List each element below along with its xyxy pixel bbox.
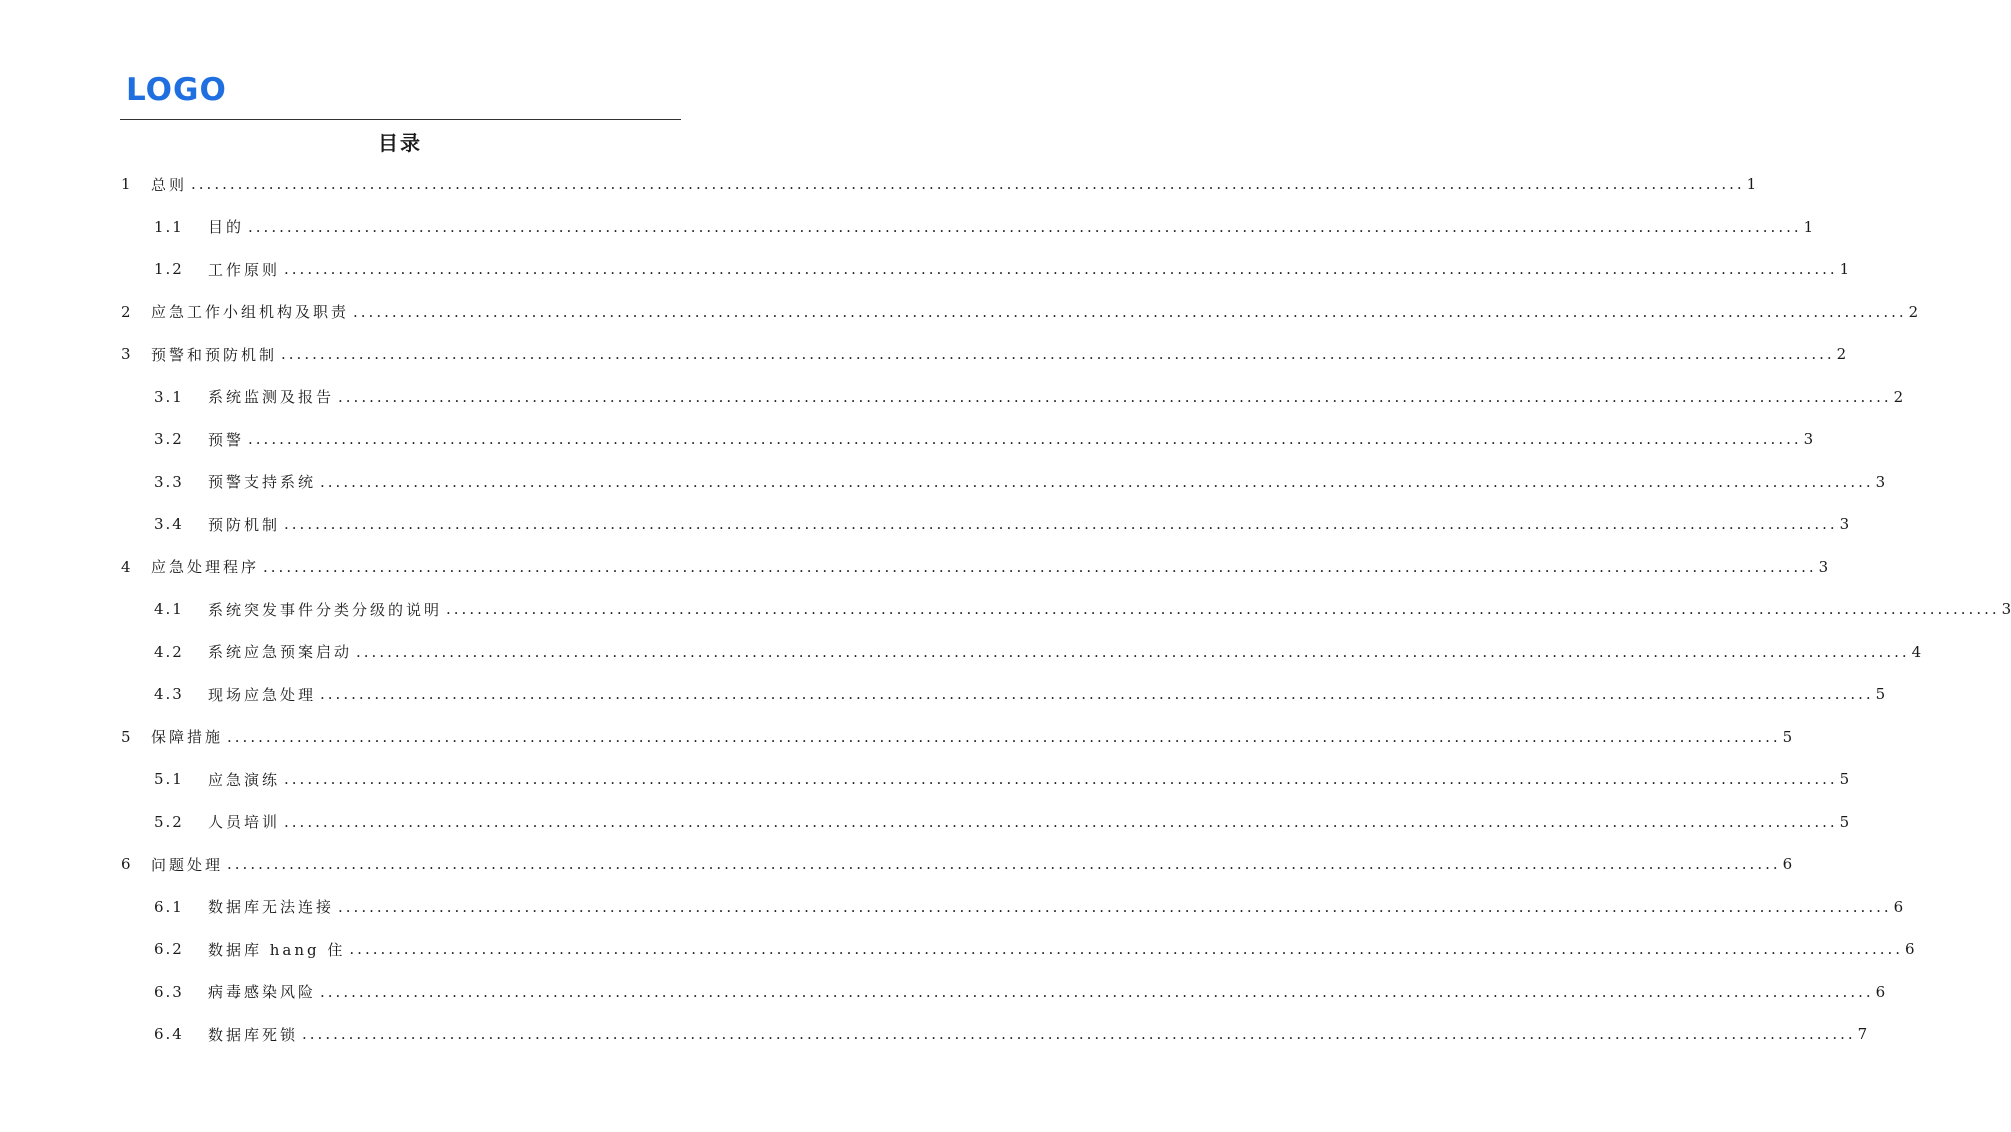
toc-dot-leader: ........................................................................................................................................................................................................ bbox=[320, 685, 1874, 704]
toc-dot-leader: ........................................................................................................................................................................................................ bbox=[338, 387, 1892, 406]
toc-entry-number: 4.1 bbox=[154, 600, 184, 619]
toc-entry-content bbox=[208, 514, 1850, 535]
toc-dot-leader: ........................................................................................................................................................................................................ bbox=[284, 260, 1838, 279]
toc-entry-content bbox=[151, 344, 1847, 365]
toc-entry-page: 2 bbox=[1893, 387, 1904, 406]
toc-entry-title: 目的 bbox=[208, 218, 245, 237]
toc-entry-title: 现场应急处理 bbox=[208, 685, 317, 704]
toc-entry-number: 4.3 bbox=[154, 685, 184, 704]
toc-dot-leader: ........................................................................................................................................................................................................ bbox=[248, 217, 1802, 236]
toc-entry-title: 数据库无法连接 bbox=[208, 898, 335, 917]
toc-entry-page: 3 bbox=[2001, 600, 2011, 619]
toc-entry[interactable] bbox=[0, 843, 1793, 886]
toc-entry-title: 预警支持系统 bbox=[208, 473, 317, 492]
toc-entry-title: 预防机制 bbox=[208, 515, 281, 534]
toc-entry-number: 3.3 bbox=[154, 472, 184, 491]
toc-entry-number: 1 bbox=[121, 175, 133, 194]
toc-entry-content bbox=[208, 259, 1850, 280]
toc-entry[interactable] bbox=[0, 503, 1850, 546]
toc-entry-content bbox=[208, 769, 1850, 790]
toc-entry-number: 5 bbox=[121, 727, 133, 746]
toc-entry-page: 1 bbox=[1803, 217, 1814, 236]
toc-entry-content bbox=[208, 1024, 1868, 1045]
toc-dot-leader: ........................................................................................................................................................................................................ bbox=[356, 642, 1910, 661]
toc-entry-content bbox=[151, 174, 1757, 195]
toc-entry-content bbox=[208, 981, 1886, 1002]
toc-entry-content bbox=[151, 726, 1793, 747]
toc-entry[interactable] bbox=[0, 248, 1850, 291]
toc-dot-leader: ........................................................................................................................................................................................................ bbox=[281, 345, 1835, 364]
logo: LOGO bbox=[126, 72, 227, 108]
toc-entry-page: 3 bbox=[1803, 430, 1814, 449]
toc-entry-page: 2 bbox=[1836, 345, 1847, 364]
toc-entry-number: 3.1 bbox=[154, 387, 184, 406]
toc-entry-content bbox=[208, 939, 1915, 960]
toc-entry[interactable] bbox=[0, 716, 1793, 759]
toc-title: 目录 bbox=[378, 131, 422, 155]
toc-entry[interactable] bbox=[0, 376, 1904, 419]
toc-entry-number: 6.1 bbox=[154, 897, 184, 916]
toc-entry-number: 5.2 bbox=[154, 812, 184, 831]
toc-entry-page: 1 bbox=[1746, 175, 1757, 194]
toc-entry-page: 5 bbox=[1839, 812, 1850, 831]
toc-entry-title: 系统监测及报告 bbox=[208, 388, 335, 407]
toc-dot-leader: ........................................................................................................................................................................................................ bbox=[338, 897, 1892, 916]
toc-entry-page: 6 bbox=[1782, 855, 1793, 874]
toc-entry-content bbox=[208, 684, 1886, 705]
toc-entry-title: 保障措施 bbox=[151, 728, 224, 747]
toc-entry-title: 数据库死锁 bbox=[208, 1025, 299, 1044]
toc-entry[interactable] bbox=[0, 928, 1915, 971]
toc-entry[interactable] bbox=[0, 886, 1904, 929]
toc-entry-page: 3 bbox=[1875, 472, 1886, 491]
toc-entry[interactable] bbox=[0, 546, 1829, 589]
toc-entry-number: 1.2 bbox=[154, 260, 184, 279]
toc-dot-leader: ........................................................................................................................................................................................................ bbox=[353, 302, 1907, 321]
toc-entry-content bbox=[208, 599, 2011, 620]
toc-entry-page: 4 bbox=[1911, 642, 1922, 661]
toc-entry[interactable] bbox=[0, 1013, 1868, 1056]
toc-list bbox=[0, 163, 2011, 1056]
header-divider bbox=[120, 119, 681, 120]
toc-entry-title: 应急工作小组机构及职责 bbox=[151, 303, 350, 322]
toc-entry-number: 4.2 bbox=[154, 642, 184, 661]
toc-entry-content bbox=[208, 216, 1814, 237]
toc-entry-number: 3.4 bbox=[154, 515, 184, 534]
toc-entry-page: 7 bbox=[1857, 1025, 1868, 1044]
toc-entry[interactable] bbox=[0, 673, 1886, 716]
toc-entry-number: 3 bbox=[121, 345, 133, 364]
toc-entry-title: 人员培训 bbox=[208, 813, 281, 832]
toc-entry-content bbox=[151, 854, 1793, 875]
toc-entry-page: 5 bbox=[1839, 770, 1850, 789]
toc-dot-leader: ........................................................................................................................................................................................................ bbox=[284, 770, 1838, 789]
toc-entry-title: 系统应急预案启动 bbox=[208, 643, 353, 662]
toc-dot-leader: ........................................................................................................................................................................................................ bbox=[263, 557, 1817, 576]
toc-entry[interactable] bbox=[0, 333, 1847, 376]
toc-entry-page: 2 bbox=[1908, 302, 1919, 321]
toc-entry-content bbox=[208, 429, 1814, 450]
toc-entry[interactable] bbox=[0, 758, 1850, 801]
toc-dot-leader: ........................................................................................................................................................................................................ bbox=[320, 982, 1874, 1001]
toc-dot-leader: ........................................................................................................................................................................................................ bbox=[446, 600, 2000, 619]
toc-dot-leader: ........................................................................................................................................................................................................ bbox=[227, 855, 1781, 874]
toc-dot-leader: ........................................................................................................................................................................................................ bbox=[227, 727, 1781, 746]
toc-entry-number: 2 bbox=[121, 302, 133, 321]
toc-entry-title: 应急演练 bbox=[208, 770, 281, 789]
toc-entry-number: 5.1 bbox=[154, 770, 184, 789]
toc-entry-page: 6 bbox=[1875, 982, 1886, 1001]
toc-entry-number: 6.4 bbox=[154, 1025, 184, 1044]
toc-entry-title: 系统突发事件分类分级的说明 bbox=[208, 600, 443, 619]
toc-entry-page: 1 bbox=[1839, 260, 1850, 279]
toc-dot-leader: ........................................................................................................................................................................................................ bbox=[191, 175, 1745, 194]
toc-dot-leader: ........................................................................................................................................................................................................ bbox=[302, 1025, 1856, 1044]
toc-dot-leader: ........................................................................................................................................................................................................ bbox=[248, 430, 1802, 449]
toc-dot-leader: ........................................................................................................................................................................................................ bbox=[284, 812, 1838, 831]
toc-dot-leader: ........................................................................................................................................................................................................ bbox=[349, 940, 1904, 959]
toc-entry-number: 4 bbox=[121, 557, 133, 576]
toc-entry[interactable] bbox=[0, 206, 1814, 249]
toc-entry-title: 预警和预防机制 bbox=[151, 345, 278, 364]
toc-entry-page: 5 bbox=[1875, 685, 1886, 704]
toc-entry-page: 6 bbox=[1905, 940, 1915, 959]
toc-entry-number: 3.2 bbox=[154, 430, 184, 449]
toc-entry-content bbox=[208, 896, 1904, 917]
toc-entry-title: 总则 bbox=[151, 175, 188, 194]
toc-entry[interactable] bbox=[0, 418, 1814, 461]
toc-entry-title: 预警 bbox=[208, 430, 245, 449]
toc-entry[interactable] bbox=[0, 801, 1850, 844]
toc-entry-page: 6 bbox=[1893, 897, 1904, 916]
toc-entry-content bbox=[208, 471, 1886, 492]
toc-dot-leader: ........................................................................................................................................................................................................ bbox=[320, 472, 1874, 491]
toc-entry-number: 6 bbox=[121, 855, 133, 874]
toc-entry-title: 病毒感染风险 bbox=[208, 983, 317, 1002]
toc-entry-content bbox=[151, 556, 1829, 577]
toc-entry[interactable] bbox=[0, 461, 1886, 504]
toc-entry-content bbox=[208, 641, 1922, 662]
toc-entry-page: 5 bbox=[1782, 727, 1793, 746]
toc-entry[interactable] bbox=[0, 163, 1757, 206]
toc-entry-page: 3 bbox=[1839, 515, 1850, 534]
toc-entry-number: 6.2 bbox=[154, 940, 184, 959]
toc-entry-title: 问题处理 bbox=[151, 855, 224, 874]
toc-entry-content bbox=[151, 301, 1919, 322]
toc-entry[interactable] bbox=[0, 971, 1886, 1014]
toc-entry-number: 1.1 bbox=[154, 217, 184, 236]
toc-entry-content bbox=[208, 811, 1850, 832]
toc-entry-title: 应急处理程序 bbox=[151, 558, 260, 577]
toc-entry-title: 工作原则 bbox=[208, 260, 281, 279]
toc-entry-content bbox=[208, 386, 1904, 407]
toc-entry-title: 数据库 hang 住 bbox=[208, 940, 346, 959]
toc-entry[interactable] bbox=[0, 588, 2011, 631]
toc-entry-number: 6.3 bbox=[154, 982, 184, 1001]
toc-entry[interactable] bbox=[0, 631, 1922, 674]
toc-entry[interactable] bbox=[0, 291, 1919, 334]
toc-dot-leader: ........................................................................................................................................................................................................ bbox=[284, 515, 1838, 534]
toc-entry-page: 3 bbox=[1818, 557, 1829, 576]
